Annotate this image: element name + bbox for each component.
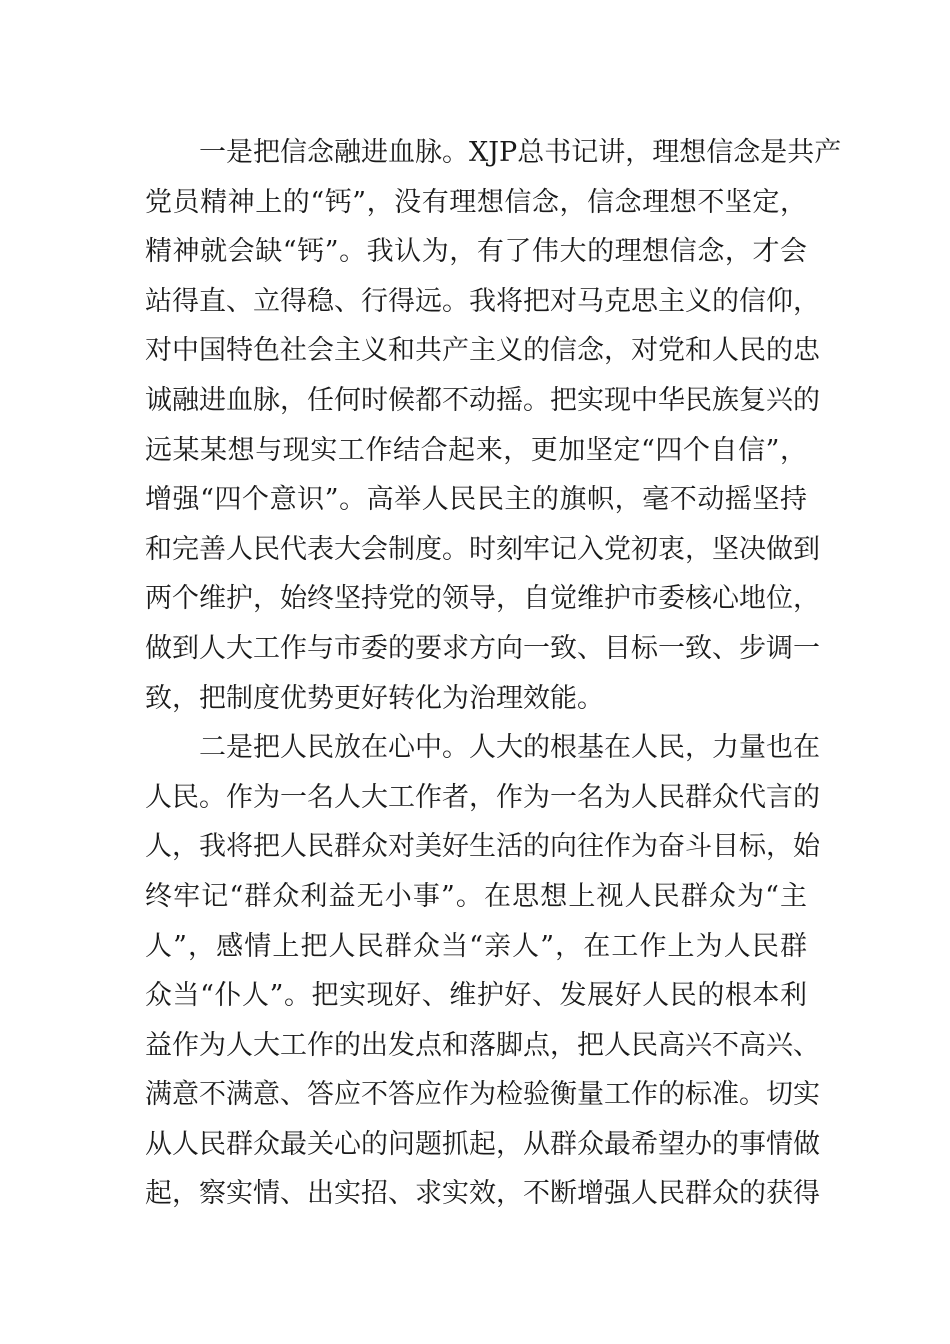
- paragraph-2-line-3: 人，我将把人民群众对美好生活的向往作为奋斗目标，始: [145, 831, 820, 863]
- paragraph-1-line-4: 站得直、立得稳、行得远。我将把对马克思主义的信仰，: [145, 285, 820, 317]
- paragraph-2-line-8: 满意不满意、答应不答应作为检验衡量工作的标准。切实: [145, 1079, 820, 1111]
- paragraph-2-line-1: 二是把人民放在心中。人大的根基在人民，力量也在: [199, 732, 820, 764]
- paragraph-2-line-7: 益作为人大工作的出发点和落脚点，把人民高兴不高兴、: [145, 1029, 820, 1061]
- paragraph-1-line-2: 党员精神上的“钙”，没有理想信念，信念理想不坚定，: [145, 186, 807, 218]
- paragraph-1-line-6: 诚融进血脉，任何时候都不动摇。把实现中华民族复兴的: [145, 384, 820, 416]
- paragraph-1-line-5: 对中国特色社会主义和共产主义的信念，对党和人民的忠: [145, 335, 820, 367]
- paragraph-2-line-9: 从人民群众最关心的问题抓起，从群众最希望办的事情做: [145, 1128, 820, 1160]
- body-text: [145, 128, 842, 1219]
- paragraph-1-line-3: 精神就会缺“钙”。我认为，有了伟大的理想信念，才会: [145, 236, 807, 268]
- paragraph-2-line-4: 终牢记“群众利益无小事”。在思想上视人民群众为“主: [145, 880, 807, 912]
- paragraph-2-line-2: 人民。作为一名人大工作者，作为一名为人民群众代言的: [145, 781, 820, 813]
- paragraph-1-line-1: 一是把信念融进血脉。XJP总书记讲，理想信念是共产: [199, 137, 842, 168]
- paragraph-1-line-11: 做到人大工作与市委的要求方向一致、目标一致、步调一: [145, 632, 820, 664]
- paragraph-1-line-8: 增强“四个意识”。高举人民民主的旗帜，毫不动摇坚持: [145, 484, 807, 516]
- paragraph-1-line-10: 两个维护，始终坚持党的领导，自觉维护市委核心地位，: [145, 583, 820, 615]
- paragraph-1-line-7: 远某某想与现实工作结合起来，更加坚定“四个自信”，: [145, 434, 807, 466]
- paragraph-2-line-6: 众当“仆人”。把实现好、维护好、发展好人民的根本利: [145, 980, 807, 1012]
- paragraph-2-line-5: 人”，感情上把人民群众当“亲人”，在工作上为人民群: [145, 930, 807, 962]
- paragraph-2-line-10: 起，察实情、出实招、求实效，不断增强人民群众的获得: [145, 1178, 820, 1210]
- paragraph-1-line-9: 和完善人民代表大会制度。时刻牢记入党初衷，坚决做到: [145, 533, 820, 565]
- paragraph-1-line-12: 致，把制度优势更好转化为治理效能。: [145, 682, 604, 714]
